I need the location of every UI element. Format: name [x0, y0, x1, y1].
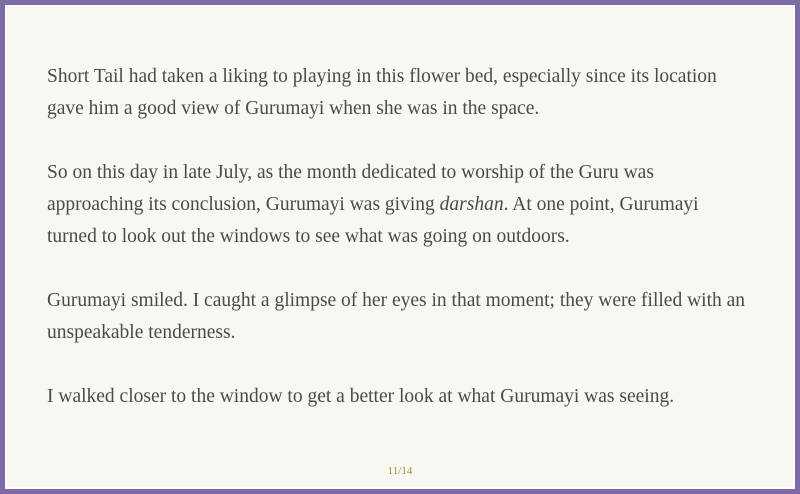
slide-page — [5, 5, 795, 489]
paragraph-2-text-start: So on this day in late July, as the month dedicated to worship of the Guru was approaching its conclusion, Gurumayi was giving — [47, 162, 654, 215]
paragraph-2-italic-term: darshan — [439, 194, 504, 215]
paragraph-3: Gurumayi smiled. I caught a glimpse of her eyes in that moment; they were filled with an unspeakable tenderness. — [47, 290, 746, 343]
paragraph-2-text-end: . At one point, Gurumayi turned to look out the windows to see what was going on outdoors. — [47, 194, 699, 247]
page-indicator: 11/14 — [387, 465, 413, 477]
paragraph-4: I walked closer to the window to get a better look at what Gurumayi was seeing. — [47, 386, 675, 407]
paragraph-2 — [47, 157, 747, 253]
slide-body — [47, 61, 747, 445]
paragraph-1: Short Tail had taken a liking to playing in this flower bed, especially since its location gave him a good view of Gurumayi when she was in the space. — [47, 66, 717, 119]
